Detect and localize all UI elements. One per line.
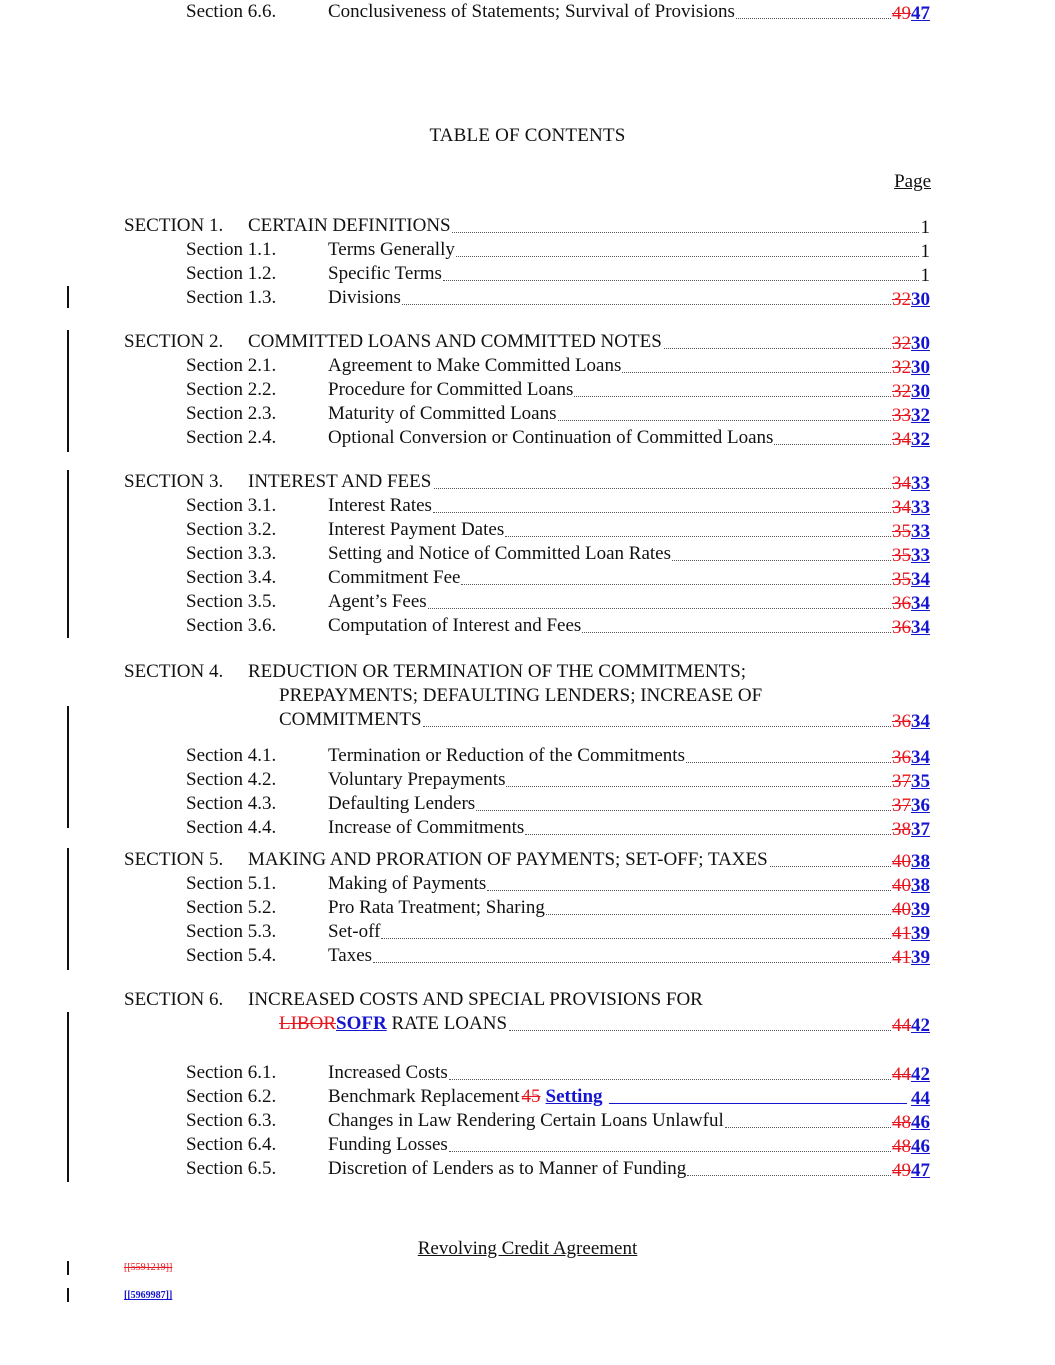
subsection-number: Section 6.4. bbox=[186, 1134, 277, 1155]
page-inserted: 32 bbox=[910, 429, 930, 450]
page-number bbox=[892, 875, 930, 897]
page-deleted: 36 bbox=[891, 747, 911, 768]
dot-leader bbox=[452, 214, 920, 233]
dot-leader bbox=[423, 708, 891, 727]
section-title: COMMITTED LOANS AND COMMITTED NOTES bbox=[248, 331, 662, 352]
page-deleted: 34 bbox=[891, 497, 911, 518]
inserted-tab-line bbox=[609, 1085, 907, 1104]
section-title-line bbox=[279, 1012, 507, 1036]
subsection-title: Pro Rata Treatment; Sharing bbox=[328, 897, 545, 918]
leader-row bbox=[524, 816, 930, 840]
page-number bbox=[892, 473, 930, 495]
dot-leader bbox=[509, 1012, 891, 1031]
subsection-number: Section 4.4. bbox=[186, 817, 277, 838]
subsection-number: Section 4.3. bbox=[186, 793, 277, 814]
dot-leader bbox=[687, 1157, 891, 1176]
leader-row bbox=[508, 1012, 930, 1036]
page-inserted: 34 bbox=[910, 711, 930, 732]
change-bar bbox=[67, 286, 69, 308]
subsection-number: Section 4.1. bbox=[186, 745, 277, 766]
dot-leader bbox=[525, 816, 891, 835]
dot-leader bbox=[574, 378, 891, 397]
subsection-title: Termination or Reduction of the Commitments bbox=[328, 745, 685, 766]
page-number bbox=[892, 1136, 930, 1158]
page-inserted: 42 bbox=[910, 1064, 930, 1085]
page-number bbox=[892, 923, 930, 945]
leader-row bbox=[545, 896, 930, 920]
subsection-number: Section 2.2. bbox=[186, 379, 277, 400]
dot-leader bbox=[476, 792, 891, 811]
page-current: 1 bbox=[920, 265, 930, 286]
deleted-text: 45 bbox=[521, 1086, 541, 1107]
page-inserted: 39 bbox=[910, 923, 930, 944]
change-bar bbox=[67, 1288, 69, 1302]
dot-leader bbox=[622, 354, 891, 373]
dot-leader bbox=[664, 330, 891, 349]
subsection-number: Section 5.1. bbox=[186, 873, 277, 894]
subsection-number: Section 2.4. bbox=[186, 427, 277, 448]
inserted-text: SOFR bbox=[336, 1013, 387, 1034]
page-deleted: 48 bbox=[892, 1112, 911, 1133]
deleted-document-id: [[5591219]] bbox=[124, 1262, 173, 1273]
leader-row bbox=[773, 426, 930, 450]
subsection-title: Interest Payment Dates bbox=[328, 519, 505, 540]
section-title-line: COMMITMENTS bbox=[279, 709, 422, 730]
subsection-title: Changes in Law Rendering Certain Loans Unlawful bbox=[328, 1110, 724, 1131]
leader-row bbox=[724, 1109, 930, 1133]
subsection-number: Section 1.3. bbox=[186, 287, 277, 308]
subsection-title: Maturity of Committed Loans bbox=[328, 403, 557, 424]
page-inserted: 30 bbox=[910, 333, 930, 354]
page-inserted: 47 bbox=[910, 3, 930, 24]
page-inserted: 46 bbox=[911, 1112, 930, 1133]
subsection-title: Defaulting Lenders bbox=[328, 793, 476, 814]
page-inserted: 30 bbox=[910, 289, 930, 310]
page-number bbox=[892, 617, 930, 639]
dot-leader bbox=[449, 1061, 891, 1080]
page-inserted: 34 bbox=[910, 747, 930, 768]
subsection-number: Section 5.4. bbox=[186, 945, 277, 966]
page-inserted: 35 bbox=[910, 771, 930, 792]
page-inserted: 44 bbox=[910, 1088, 930, 1109]
page-inserted: 34 bbox=[910, 617, 930, 638]
page-inserted: 46 bbox=[910, 1136, 930, 1157]
page-deleted: 49 bbox=[891, 3, 911, 24]
subsection-number: Section 2.1. bbox=[186, 355, 277, 376]
section-number: SECTION 2. bbox=[124, 331, 224, 352]
toc-section-row[interactable] bbox=[0, 660, 930, 684]
page-deleted: 40 bbox=[891, 899, 911, 920]
leader-row bbox=[557, 402, 930, 426]
dot-leader bbox=[456, 238, 920, 257]
subsection-title: Agreement to Make Committed Loans bbox=[328, 355, 622, 376]
page-number bbox=[892, 1112, 930, 1134]
page-number bbox=[892, 497, 930, 519]
dot-leader bbox=[373, 944, 891, 963]
section-title: MAKING AND PRORATION OF PAYMENTS; SET-OFF; TAXES bbox=[248, 849, 768, 870]
page-number bbox=[892, 289, 930, 311]
page-deleted: 33 bbox=[891, 405, 911, 426]
subsection-title: Terms Generally bbox=[328, 239, 455, 260]
page-inserted: 39 bbox=[910, 899, 930, 920]
page-inserted: 42 bbox=[910, 1015, 930, 1036]
leader-row bbox=[455, 238, 930, 262]
inserted-document-id: [[5969987]] bbox=[124, 1290, 173, 1301]
dot-leader bbox=[505, 518, 891, 537]
dot-leader bbox=[770, 848, 891, 867]
page-deleted: 49 bbox=[891, 1160, 911, 1181]
toc-title: TABLE OF CONTENTS bbox=[429, 125, 626, 146]
leader-row bbox=[442, 262, 930, 286]
subsection-title: Funding Losses bbox=[328, 1134, 448, 1155]
page-number bbox=[892, 899, 930, 921]
page-number bbox=[892, 357, 930, 379]
section-title-line: INCREASED COSTS AND SPECIAL PROVISIONS FOR bbox=[248, 989, 703, 1010]
subsection-number: Section 1.1. bbox=[186, 239, 277, 260]
subsection-title-text: Benchmark Replacement bbox=[328, 1086, 520, 1107]
page-number bbox=[892, 819, 930, 841]
subsection-title: Interest Rates bbox=[328, 495, 432, 516]
page-number bbox=[920, 217, 930, 239]
page-current: 1 bbox=[920, 241, 930, 262]
page-number bbox=[892, 521, 930, 543]
change-bar bbox=[67, 1261, 69, 1275]
page-deleted: 40 bbox=[891, 875, 911, 896]
leader-row bbox=[685, 744, 930, 768]
leader-row bbox=[427, 590, 930, 614]
page-deleted: 44 bbox=[891, 1015, 911, 1036]
page-deleted: 34 bbox=[891, 473, 911, 494]
leader-row bbox=[769, 848, 930, 872]
subsection-number: Section 2.3. bbox=[186, 403, 277, 424]
page-number bbox=[892, 545, 930, 567]
page-deleted: 37 bbox=[891, 771, 911, 792]
dot-leader bbox=[487, 872, 891, 891]
leader-row bbox=[504, 518, 930, 542]
subsection-number: Section 5.2. bbox=[186, 897, 277, 918]
page-number bbox=[892, 851, 930, 873]
page-deleted: 40 bbox=[891, 851, 911, 872]
page-number bbox=[892, 381, 930, 403]
dot-leader bbox=[506, 768, 891, 787]
page-deleted: 38 bbox=[891, 819, 911, 840]
subsection-number: Section 3.6. bbox=[186, 615, 277, 636]
page-inserted: 39 bbox=[910, 947, 930, 968]
section-title-continuation bbox=[0, 684, 930, 708]
leader-row bbox=[505, 768, 930, 792]
dot-leader bbox=[428, 590, 891, 609]
leader-row bbox=[486, 872, 930, 896]
leader-row bbox=[432, 494, 930, 518]
page-number bbox=[892, 333, 930, 355]
page-deleted: 32 bbox=[891, 381, 911, 402]
page-number bbox=[892, 771, 930, 793]
dot-leader bbox=[433, 494, 891, 513]
subsection-title bbox=[328, 1085, 603, 1109]
page-inserted: 34 bbox=[910, 593, 930, 614]
page-number bbox=[892, 711, 930, 733]
page-deleted: 41 bbox=[891, 947, 911, 968]
section-title-line: REDUCTION OR TERMINATION OF THE COMMITMENTS; bbox=[248, 661, 747, 682]
page-inserted: 30 bbox=[910, 381, 930, 402]
subsection-number: Section 6.5. bbox=[186, 1158, 277, 1179]
subsection-number: Section 6.2. bbox=[186, 1086, 277, 1107]
page-inserted: 33 bbox=[910, 497, 930, 518]
change-bar bbox=[67, 330, 69, 452]
leader-row bbox=[422, 708, 930, 732]
section-number: SECTION 3. bbox=[124, 471, 224, 492]
dot-leader bbox=[402, 286, 891, 305]
page-deleted: 36 bbox=[891, 617, 911, 638]
page-deleted: 35 bbox=[891, 521, 911, 542]
page-number bbox=[920, 241, 930, 263]
page-number bbox=[892, 1160, 930, 1182]
change-bar bbox=[67, 706, 69, 828]
deleted-text: LIBOR bbox=[279, 1013, 336, 1034]
toc-section-row[interactable] bbox=[0, 988, 930, 1012]
subsection-title: Setting and Notice of Committed Loan Rates bbox=[328, 543, 671, 564]
dot-leader bbox=[725, 1109, 891, 1128]
dot-leader bbox=[381, 920, 891, 939]
page-number bbox=[892, 795, 930, 817]
subsection-number: Section 3.2. bbox=[186, 519, 277, 540]
page-deleted: 36 bbox=[891, 593, 911, 614]
dot-leader bbox=[558, 402, 891, 421]
subsection-number: Section 5.3. bbox=[186, 921, 277, 942]
dot-leader bbox=[461, 566, 891, 585]
page-inserted: 33 bbox=[910, 545, 930, 566]
page-inserted: 38 bbox=[910, 875, 930, 896]
leader-row bbox=[475, 792, 930, 816]
section-title-line: PREPAYMENTS; DEFAULTING LENDERS; INCREASE OF bbox=[279, 685, 763, 706]
footer-document-title: Revolving Credit Agreement bbox=[417, 1238, 638, 1259]
change-bar bbox=[67, 848, 69, 970]
section-number: SECTION 5. bbox=[124, 849, 224, 870]
page-number bbox=[920, 265, 930, 287]
section-number: SECTION 6. bbox=[124, 989, 224, 1010]
dot-leader bbox=[672, 542, 891, 561]
page-inserted: 38 bbox=[910, 851, 930, 872]
subsection-title: Divisions bbox=[328, 287, 401, 308]
page-number bbox=[892, 947, 930, 969]
page-deleted: 35 bbox=[891, 569, 911, 590]
page-number bbox=[892, 1064, 930, 1086]
page-deleted: 41 bbox=[891, 923, 911, 944]
subsection-number: Section 3.4. bbox=[186, 567, 277, 588]
change-bar bbox=[67, 1012, 69, 1182]
page-number bbox=[892, 593, 930, 615]
page-deleted: 48 bbox=[891, 1136, 911, 1157]
subsection-title: Discretion of Lenders as to Manner of Funding bbox=[328, 1158, 687, 1179]
page-deleted: 32 bbox=[891, 357, 911, 378]
leader-row bbox=[448, 1061, 930, 1085]
page-deleted: 35 bbox=[891, 545, 911, 566]
subsection-number: Section 3.3. bbox=[186, 543, 277, 564]
page-deleted: 37 bbox=[891, 795, 911, 816]
subsection-title: Voluntary Prepayments bbox=[328, 769, 506, 790]
subsection-title: Making of Payments bbox=[328, 873, 487, 894]
leader-row bbox=[460, 566, 930, 590]
subsection-title: Computation of Interest and Fees bbox=[328, 615, 582, 636]
subsection-title: Increased Costs bbox=[328, 1062, 448, 1083]
page-number bbox=[892, 1015, 930, 1037]
page-current: 1 bbox=[920, 217, 930, 238]
page-number bbox=[892, 429, 930, 451]
dot-leader bbox=[546, 896, 891, 915]
dot-leader bbox=[443, 262, 919, 281]
subsection-title: Commitment Fee bbox=[328, 567, 461, 588]
page-inserted: 47 bbox=[910, 1160, 930, 1181]
section-title: CERTAIN DEFINITIONS bbox=[248, 215, 451, 236]
subsection-number: Section 6.3. bbox=[186, 1110, 277, 1131]
page-column-label: Page bbox=[894, 171, 931, 192]
page-inserted: 32 bbox=[910, 405, 930, 426]
page-deleted: 32 bbox=[891, 333, 911, 354]
subsection-number: Section 3.1. bbox=[186, 495, 277, 516]
leader-row bbox=[663, 330, 930, 354]
leader-row bbox=[735, 0, 930, 24]
leader-row bbox=[573, 378, 930, 402]
subsection-title: Conclusiveness of Statements; Survival of Provisions bbox=[328, 1, 735, 22]
section-title-rest: RATE LOANS bbox=[386, 1013, 508, 1034]
page-deleted: 34 bbox=[891, 429, 911, 450]
section-title: INTEREST AND FEES bbox=[248, 471, 432, 492]
subsection-number: Section 6.1. bbox=[186, 1062, 277, 1083]
page-inserted: 34 bbox=[910, 569, 930, 590]
page-deleted: 36 bbox=[891, 711, 911, 732]
subsection-number: Section 6.6. bbox=[186, 1, 277, 22]
leader-row bbox=[605, 1085, 930, 1109]
page-number bbox=[911, 1088, 930, 1110]
leader-row bbox=[451, 214, 930, 238]
dot-leader bbox=[736, 0, 891, 19]
inserted-text: Setting bbox=[545, 1086, 603, 1107]
subsection-title: Specific Terms bbox=[328, 263, 442, 284]
section-number: SECTION 4. bbox=[124, 661, 224, 682]
dot-leader bbox=[686, 744, 891, 763]
leader-row bbox=[448, 1133, 930, 1157]
leader-row bbox=[433, 470, 930, 494]
leader-row bbox=[380, 920, 930, 944]
subsection-number: Section 4.2. bbox=[186, 769, 277, 790]
leader-row bbox=[581, 614, 930, 638]
page-number bbox=[892, 3, 930, 25]
page-number bbox=[892, 405, 930, 427]
subsection-title: Optional Conversion or Continuation of Committed Loans bbox=[328, 427, 774, 448]
page-number bbox=[892, 569, 930, 591]
dot-leader bbox=[774, 426, 891, 445]
page-deleted: 32 bbox=[891, 289, 911, 310]
subsection-title: Procedure for Committed Loans bbox=[328, 379, 574, 400]
leader-row bbox=[686, 1157, 930, 1181]
page-inserted: 36 bbox=[910, 795, 930, 816]
leader-row bbox=[401, 286, 930, 310]
subsection-number: Section 3.5. bbox=[186, 591, 277, 612]
subsection-title: Agent’s Fees bbox=[328, 591, 427, 612]
dot-leader bbox=[434, 470, 891, 489]
dot-leader bbox=[582, 614, 891, 633]
page-inserted: 37 bbox=[910, 819, 930, 840]
page-number bbox=[892, 747, 930, 769]
change-bar bbox=[67, 470, 69, 638]
page-inserted: 33 bbox=[910, 521, 930, 542]
subsection-title: Taxes bbox=[328, 945, 373, 966]
subsection-title: Set-off bbox=[328, 921, 381, 942]
page-deleted: 44 bbox=[891, 1064, 911, 1085]
leader-row bbox=[671, 542, 930, 566]
page-inserted: 33 bbox=[910, 473, 930, 494]
subsection-number: Section 1.2. bbox=[186, 263, 277, 284]
dot-leader bbox=[449, 1133, 891, 1152]
leader-row bbox=[372, 944, 930, 968]
subsection-title: Increase of Commitments bbox=[328, 817, 525, 838]
leader-row bbox=[621, 354, 930, 378]
section-number: SECTION 1. bbox=[124, 215, 224, 236]
page-inserted: 30 bbox=[910, 357, 930, 378]
